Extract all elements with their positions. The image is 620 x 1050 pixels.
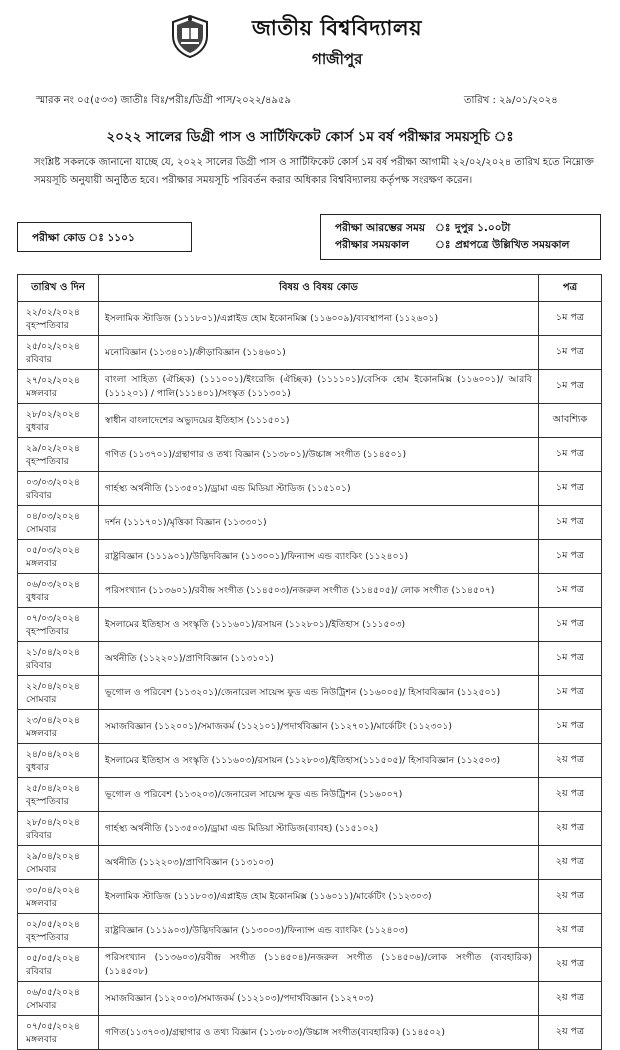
date-day-cell [18,1016,99,1050]
exam-date: ০৬/০৩/২০২৪ [26,578,80,590]
date-day-cell [18,404,99,438]
paper-cell: ১ম পত্র [539,302,602,336]
subject-cell: ইসলামের ইতিহাস ও সংস্কৃতি (১১১৬০১)/রসায়ন (১১২৮০১)/ইতিহাস (১১১৫০৩) [99,608,539,642]
exam-date: ০৩/০৩/২০২৪ [26,476,80,488]
exam-day: সোমবার [26,693,57,705]
university-location: গাজীপুর [312,50,363,68]
separator: ঃ [435,222,451,234]
exam-day: বৃহস্পতিবার [26,455,69,467]
table-row [18,404,602,438]
exam-date: ২৪/০৪/২০২৪ [26,748,80,760]
subject-cell: ইসলামের ইতিহাস ও সংস্কৃতি (১১১৬০৩)/রসায়ন (১১২৮০৩)/ইতিহাস(১১১৫০৫)/ হিসাববিজ্ঞান (১১২৫০৩) [99,744,539,778]
date-day-cell [18,540,99,574]
exam-day: বৃহস্পতিবার [26,795,69,807]
header-date-day: তারিখ ও দিন [18,275,99,302]
paper-cell: আবশ্যিক [539,404,602,438]
exam-day: সোমবার [26,999,57,1011]
table-row [18,846,602,880]
table-row [18,744,602,778]
date-day-cell [18,846,99,880]
date-day-cell [18,710,99,744]
subject-cell: ইসলামিক স্টাডিজ (১১১৮০১)/এপ্লাইড হোম ইকোনমিক্স (১১৬০০৯)/ব্যবস্থাপনা (১১২৬০১) [99,302,539,336]
table-row [18,302,602,336]
subject-cell: গার্হস্থ্য অর্থনীতি (১১৩৫০৩)/ড্রামা এন্ড মিডিয়া স্টাডিজ(ব্যাবহ) (১১৫১০২) [99,812,539,846]
exam-date: ২৯/০৪/২০২৪ [26,850,80,862]
exam-date: ০৬/০৫/২০২৪ [26,986,80,998]
paper-cell: ১ম পত্র [539,336,602,370]
memo-reference: স্মারক নং ০৫(৫৩৩) জাতীঃ বিঃ/পরীঃ/ডিগ্রী পাস/২০২২/৪৯৫৯ [36,95,291,106]
paper-cell: ২য় পত্র [539,744,602,778]
exam-date: ২৮/০২/২০২৪ [26,408,80,420]
paper-cell: ১ম পত্র [539,676,602,710]
subject-cell: অর্থনীতি (১১২২০৩)/প্রাণিবিজ্ঞান (১১৩১০৩) [99,846,539,880]
paper-cell: ২য় পত্র [539,778,602,812]
date-day-cell [18,370,99,404]
date-day-cell [18,302,99,336]
paper-cell: ১ম পত্র [539,540,602,574]
exam-date: ২৭/০২/২০২৪ [26,374,80,386]
subject-cell: গণিত(১১৩৭০৩)/গ্রন্থাগার ও তথ্য বিজ্ঞান (১১৩৮০৩)/উচ্চাঙ্গ সংগীত(ব্যবহারিক) (১১৪৫০২) [99,1016,539,1050]
exam-day: বৃহস্পতিবার [26,625,69,637]
exam-start-label: পরীক্ষা আরম্ভের সময় [335,222,426,234]
subject-cell: সমাজবিজ্ঞান (১১২০০৩)/সমাজকর্ম (১১২১০৩)/পদার্থবিজ্ঞান (১১২৭০৩) [99,982,539,1016]
exam-day: রবিবার [26,659,52,671]
exam-date: ২২/০৪/২০২৪ [26,680,80,692]
table-row [18,506,602,540]
schedule-body [18,302,602,1050]
exam-day: মঙ্গলবার [26,557,57,569]
paper-cell: ১ম পত্র [539,370,602,404]
memo-date: তারিখ : ২৯/০১/২০২৪ [464,95,558,106]
paper-cell: ১ম পত্র [539,472,602,506]
paper-cell: ১ম পত্র [539,642,602,676]
table-header-row [18,275,602,302]
table-row [18,710,602,744]
date-day-cell [18,914,99,948]
exam-date: ০৪/০৩/২০২৪ [26,510,80,522]
table-row [18,948,602,982]
table-row [18,438,602,472]
exam-start-row [335,220,600,237]
date-day-cell [18,642,99,676]
exam-date: ০৫/০৩/২০২৪ [26,544,80,556]
date-day-cell [18,676,99,710]
subject-cell: পরিসংখ্যান (১১৩৬০১)/রবীন্দ্র সংগীত (১১৪৫০৩)/নজরুল সংগীত (১১৪৫০৫)/ লোক সংগীত (১১৪৫০৭) [99,574,539,608]
table-row [18,982,602,1016]
subject-cell: ভূগোল ও পরিবেশ (১১৩২০১)/জেনারেল সায়েন্স ফুড এন্ড নিউট্রিশন (১১৬০০৫)/ হিসাববিজ্ঞান (১১২৫০১) [99,676,539,710]
date-day-cell [18,880,99,914]
exam-start-value: দুপুর ১.০০টা [455,222,511,234]
exam-day: বুধবার [26,421,50,433]
date-day-cell [18,574,99,608]
paper-cell: ২য় পত্র [539,812,602,846]
table-row [18,336,602,370]
table-row [18,880,602,914]
date-day-cell [18,472,99,506]
subject-cell: গণিত (১১৩৭০১)/গ্রন্থাগার ও তথ্য বিজ্ঞান (১১৩৮০১)/উচ্চাঙ্গ সংগীত (১১৪৫০১) [99,438,539,472]
notice-paragraph: সংশ্লিষ্ট সকলকে জানানো যাচ্ছে যে, ২০২২ সালের ডিগ্রী পাস ও সার্টিফিকেট কোর্স ১ম বর্ষ পরীক্ষা আগামী ২২/০২/২০২৪ তারিখ হতে নিম্নোক্ত সময়সূচি অনুযায়ী অনুষ্ঠিত হবে। পরীক্ষার সময়সূচি পরিবর্তন করার অধিকার বিশ্ববিদ্যালয় কর্তৃপক্ষ সংরক্ষণ করেন। [34,157,594,186]
table-row [18,642,602,676]
exam-date: ২৯/০২/২০২৪ [26,442,80,454]
exam-date: ০৭/০৩/২০২৪ [26,612,80,624]
exam-day: সোমবার [26,863,57,875]
exam-date: ২৩/০৪/২০২৪ [26,714,80,726]
exam-day: মঙ্গলবার [26,387,57,399]
exam-date: ২১/০৪/২০২৪ [26,646,80,658]
exam-date: ২৮/০৪/২০২৪ [26,816,80,828]
subject-cell: ভূগোল ও পরিবেশ (১১৩২০৩)/জেনারেল সায়েন্স ফুড এন্ড নিউট্রিশন (১১৬০০৭) [99,778,539,812]
exam-day: মঙ্গলবার [26,727,57,739]
exam-day: মঙ্গলবার [26,897,57,909]
header-paper: পত্র [539,275,602,302]
paper-cell: ২য় পত্র [539,982,602,1016]
exam-day: রবিবার [26,965,52,977]
paper-cell: ২য় পত্র [539,880,602,914]
exam-schedule-table [17,274,602,1050]
document-title: ২০২২ সালের ডিগ্রী পাস ও সার্টিফিকেট কোর্স ১ম বর্ষ পরীক্ষার সময়সূচি ঃ [106,129,514,145]
table-row [18,1016,602,1050]
paper-cell: ১ম পত্র [539,438,602,472]
exam-duration-label: পরীক্ষার সময়কাল [335,239,410,251]
university-name: জাতীয় বিশ্ববিদ্যালয় [252,16,422,40]
exam-day: রবিবার [26,353,52,365]
exam-date: ০৭/০৫/২০২৪ [26,1020,80,1032]
table-row [18,914,602,948]
exam-date: ০২/০৫/২০২৪ [26,918,80,930]
exam-date: ২৫/০২/২০২৪ [26,340,80,352]
subject-cell: স্বাধীন বাংলাদেশের অভ্যুদয়ের ইতিহাস (১১১৫০১) [99,404,539,438]
date-day-cell [18,778,99,812]
subject-cell: বাংলা সাহিত্য (ঐচ্ছিক) (১১১০০১)/ইংরেজি (ঐচ্ছিক) (১১১১০১)/বেসিক হোম ইকোনমিক্স (১১৬০০১)/ আরবি (১১১২০১) / পালি(১১১৪০১)/সংস্কৃত (১১১৩০১) [99,370,539,404]
exam-code: পরীক্ষা কোড ঃ ১১০১ [32,232,135,244]
exam-date: ০৫/০৫/২০২৪ [26,952,80,964]
subject-cell: সমাজবিজ্ঞান (১১২০০১)/সমাজকর্ম (১১২১০১)/পদার্থবিজ্ঞান (১১২৭০১)/মার্কেটিং (১১২৩০১) [99,710,539,744]
separator: ঃ [435,239,451,251]
exam-day: বুধবার [26,591,50,603]
exam-day: মঙ্গলবার [26,1033,57,1045]
exam-date: ২৫/০৪/২০২৪ [26,782,80,794]
date-day-cell [18,438,99,472]
paper-cell: ১ম পত্র [539,608,602,642]
table-row [18,608,602,642]
subject-cell: ইসলামিক স্টাডিজ (১১১৮০৩)/এপ্লাইড হোম ইকোনমিক্স (১১৬০১১)/মার্কেটিং (১১২৩০৩) [99,880,539,914]
subject-cell: রাষ্ট্রবিজ্ঞান (১১১৯০৩)/উদ্ভিদবিজ্ঞান (১১৩০০৩)/ফিন্যান্স এন্ড ব্যাংকিং (১১২৪০৩) [99,914,539,948]
table-row [18,370,602,404]
paper-cell: ১ম পত্র [539,710,602,744]
exam-time-box [320,214,601,260]
paper-cell: ১ম পত্র [539,506,602,540]
paper-cell: ২য় পত্র [539,948,602,982]
paper-cell: ১ম পত্র [539,574,602,608]
exam-day: রবিবার [26,829,52,841]
exam-date: ২২/০২/২০২৪ [26,306,80,318]
subject-cell: অর্থনীতি (১১২২০১)/প্রাণিবিজ্ঞান (১১৩১০১) [99,642,539,676]
subject-cell: দর্শন (১১১৭০১)/মৃত্তিকা বিজ্ঞান (১১৩৩০১) [99,506,539,540]
paper-cell: ২য় পত্র [539,1016,602,1050]
date-day-cell [18,608,99,642]
exam-code-box [17,222,192,252]
exam-date: ৩০/০৪/২০২৪ [26,884,80,896]
subject-cell: রাষ্ট্রবিজ্ঞান (১১১৯০১)/উদ্ভিদবিজ্ঞান (১১৩০০১)/ফিন্যান্স এন্ড ব্যাংকিং (১১২৪০১) [99,540,539,574]
date-day-cell [18,812,99,846]
header-subject-code: বিষয় ও বিষয় কোড [99,275,539,302]
subject-cell: গার্হস্থ্য অর্থনীতি (১১৩৫০১)/ড্রামা এন্ড মিডিয়া স্টাডিজ (১১৫১০১) [99,472,539,506]
letterhead [0,0,620,80]
exam-day: বৃহস্পতিবার [26,319,69,331]
subject-cell: মনোবিজ্ঞান (১১৩৪০১)/ক্রীড়াবিজ্ঞান (১১৪৬০১) [99,336,539,370]
paper-cell: ২য় পত্র [539,846,602,880]
table-row [18,812,602,846]
exam-day: সোমবার [26,523,57,535]
paper-cell: ২য় পত্র [539,914,602,948]
date-day-cell [18,506,99,540]
table-row [18,676,602,710]
exam-day: বুধবার [26,761,50,773]
table-row [18,540,602,574]
exam-day: বৃহস্পতিবার [26,931,69,943]
table-row [18,574,602,608]
date-day-cell [18,336,99,370]
subject-cell: পরিসংখ্যান (১১৩৬০৩)/রবীন্দ্র সংগীত (১১৪৫০৪)/নজরুল সংগীত (১১৪৫০৬)/লোক সংগীত (ব্যবহারিক) (১১৪৫০৮) [99,948,539,982]
table-row [18,472,602,506]
date-day-cell [18,744,99,778]
exam-day: রবিবার [26,489,52,501]
exam-duration-row [335,237,600,254]
date-day-cell [18,948,99,982]
table-row [18,778,602,812]
university-logo-icon [170,14,210,58]
date-day-cell [18,982,99,1016]
exam-duration-value: প্রশ্নপত্রে উল্লিখিত সময়কাল [455,239,570,251]
